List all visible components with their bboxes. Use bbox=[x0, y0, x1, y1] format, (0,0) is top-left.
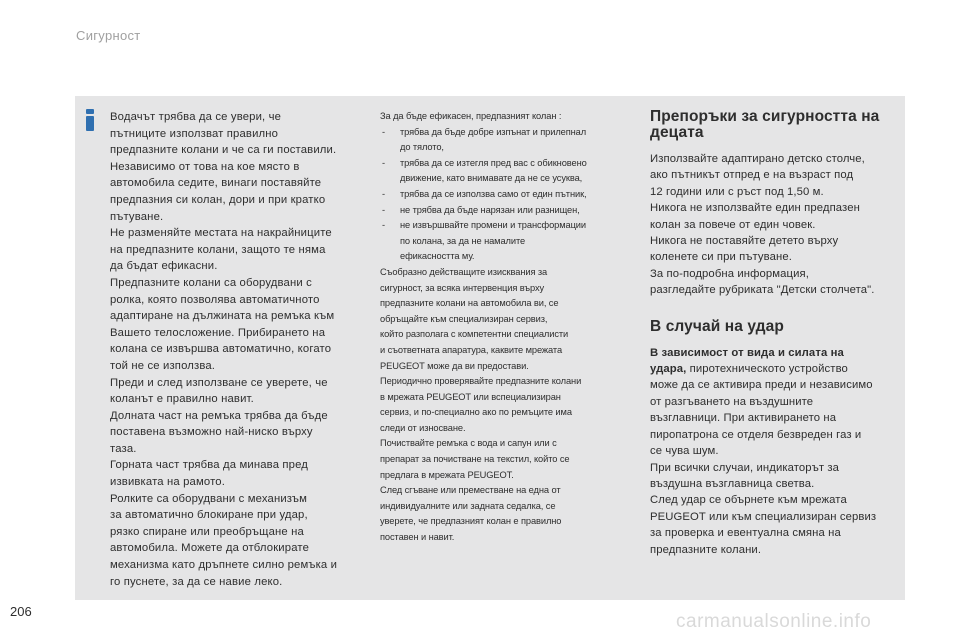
impact-heading: В случай на удар bbox=[650, 317, 784, 335]
paragraph: Периодично проверявайте предпазните колани в мрежата PEUGEOT или вспециализиран сервиз, и по-специално ако по ремъците има следи от износване. bbox=[380, 376, 582, 433]
info-icon bbox=[85, 109, 95, 131]
list-item: - не извършвайте промени и трансформации по колана, за да не намалите ефикасността му. bbox=[380, 218, 636, 265]
paragraph: При всички случаи, индикаторът за въздушна възглавница светва. bbox=[650, 461, 840, 490]
column-belt-efficiency bbox=[380, 109, 636, 546]
list-item: - трябва да се използва само от един пътник, bbox=[380, 187, 636, 203]
paragraph: Съобразно действащите изисквания за сигурност, за всяка интервенция върху предпазните колани на автомобила ви, се обръщайте към специализиран сервиз, който разполага с компетентни специалисти и съответната апаратура, каквите мрежата PEUGEOT може да ви предостави. bbox=[380, 266, 569, 371]
impact-lead-bold: В зависимост от вида и силата на удара, bbox=[650, 346, 844, 376]
paragraph: Долната част на ремъка трябва да бъде поставена възможно най-ниско върху таза. bbox=[110, 409, 328, 455]
column-child-safety bbox=[650, 109, 902, 558]
child-safety-heading: Препоръки за сигурността на децата bbox=[650, 108, 880, 141]
paragraph: Ролките са оборудвани с механизъм за автоматично блокиране при удар, рязко спиране или преобръщане на автомобила. Можете да отблокирате механизма като дръпнете силно ремъка и го пуснете, за да се навие леко. bbox=[110, 492, 338, 588]
impact-lead-text: пиротехническото устройство може да се активира преди и независимо от разгъването на въздушните възглавници. При активирането на пиропатрона се отделя безвреден газ и се чува шум. bbox=[650, 363, 873, 458]
paragraph: Горната част трябва да минава пред извивката на рамото. bbox=[110, 459, 309, 489]
paragraph: Предпазните колани са оборудвани с ролка, която позволява автоматичното адаптиране на дължината на ремъка към Вашето телосложение. Прибирането на колана се извършва автоматично, когато той не се използва. bbox=[110, 276, 335, 372]
watermark: carmanualsonline.info bbox=[676, 611, 872, 632]
paragraph: Никога не поставяйте детето върху коленете си при пътуване. bbox=[650, 235, 839, 264]
paragraph: Водачът трябва да се увери, че пътниците използват правилно предпазните колани и че са ги поставили. Независимо от това на кое място в автомобила седите, винаги поставяйте предпазния си колан, дори и при кратко пътуване. bbox=[110, 111, 337, 223]
paragraph: Преди и след използване се уверете, че коланът е правилно навит. bbox=[110, 376, 328, 406]
page-number: 206 bbox=[10, 604, 32, 619]
impact-lead-paragraph bbox=[650, 345, 902, 460]
list-item: - трябва да се изтегля пред вас с обикновено движение, като внимавате да не се усуква, bbox=[380, 156, 636, 187]
list-item: - не трябва да бъде нарязан или разнищен, bbox=[380, 203, 636, 219]
requirements-list bbox=[380, 125, 636, 265]
paragraph: Почиствайте ремъка с вода и сапун или с препарат за почистване на текстил, който се предлага в мрежата PEUGEOT. bbox=[380, 438, 570, 480]
paragraph: Не разменяйте местата на накрайниците на предпазните колани, защото те няма да бъдат ефикасни. bbox=[110, 227, 332, 273]
paragraph: За по-подробна информация, разгледайте рубриката "Детски столчета". bbox=[650, 267, 875, 297]
paragraph: Никога не използвайте един предпазен колан за повече от един човек. bbox=[650, 202, 860, 231]
list-item: - трябва да бъде добре изпънат и прилепнал до тялото, bbox=[380, 125, 636, 156]
column-seat-belt-usage bbox=[110, 109, 368, 590]
paragraph: Използвайте адаптирано детско столче, ако пътникът отпред е на възраст под 12 години или с ръст под 1,50 м. bbox=[650, 153, 865, 198]
section-title: Сигурност bbox=[76, 28, 141, 43]
paragraph: След сгъване или преместване на една от индивидуалните или задната седалка, се уверете, че предпазният колан е правилно поставен и навит. bbox=[380, 485, 562, 543]
intro-text: За да бъде ефикасен, предпазният колан : bbox=[380, 111, 562, 121]
paragraph: След удар се обърнете към мрежата PEUGEOT или към специализиран сервиз за проверка и евентуална смяна на предпазните колани. bbox=[650, 494, 877, 556]
